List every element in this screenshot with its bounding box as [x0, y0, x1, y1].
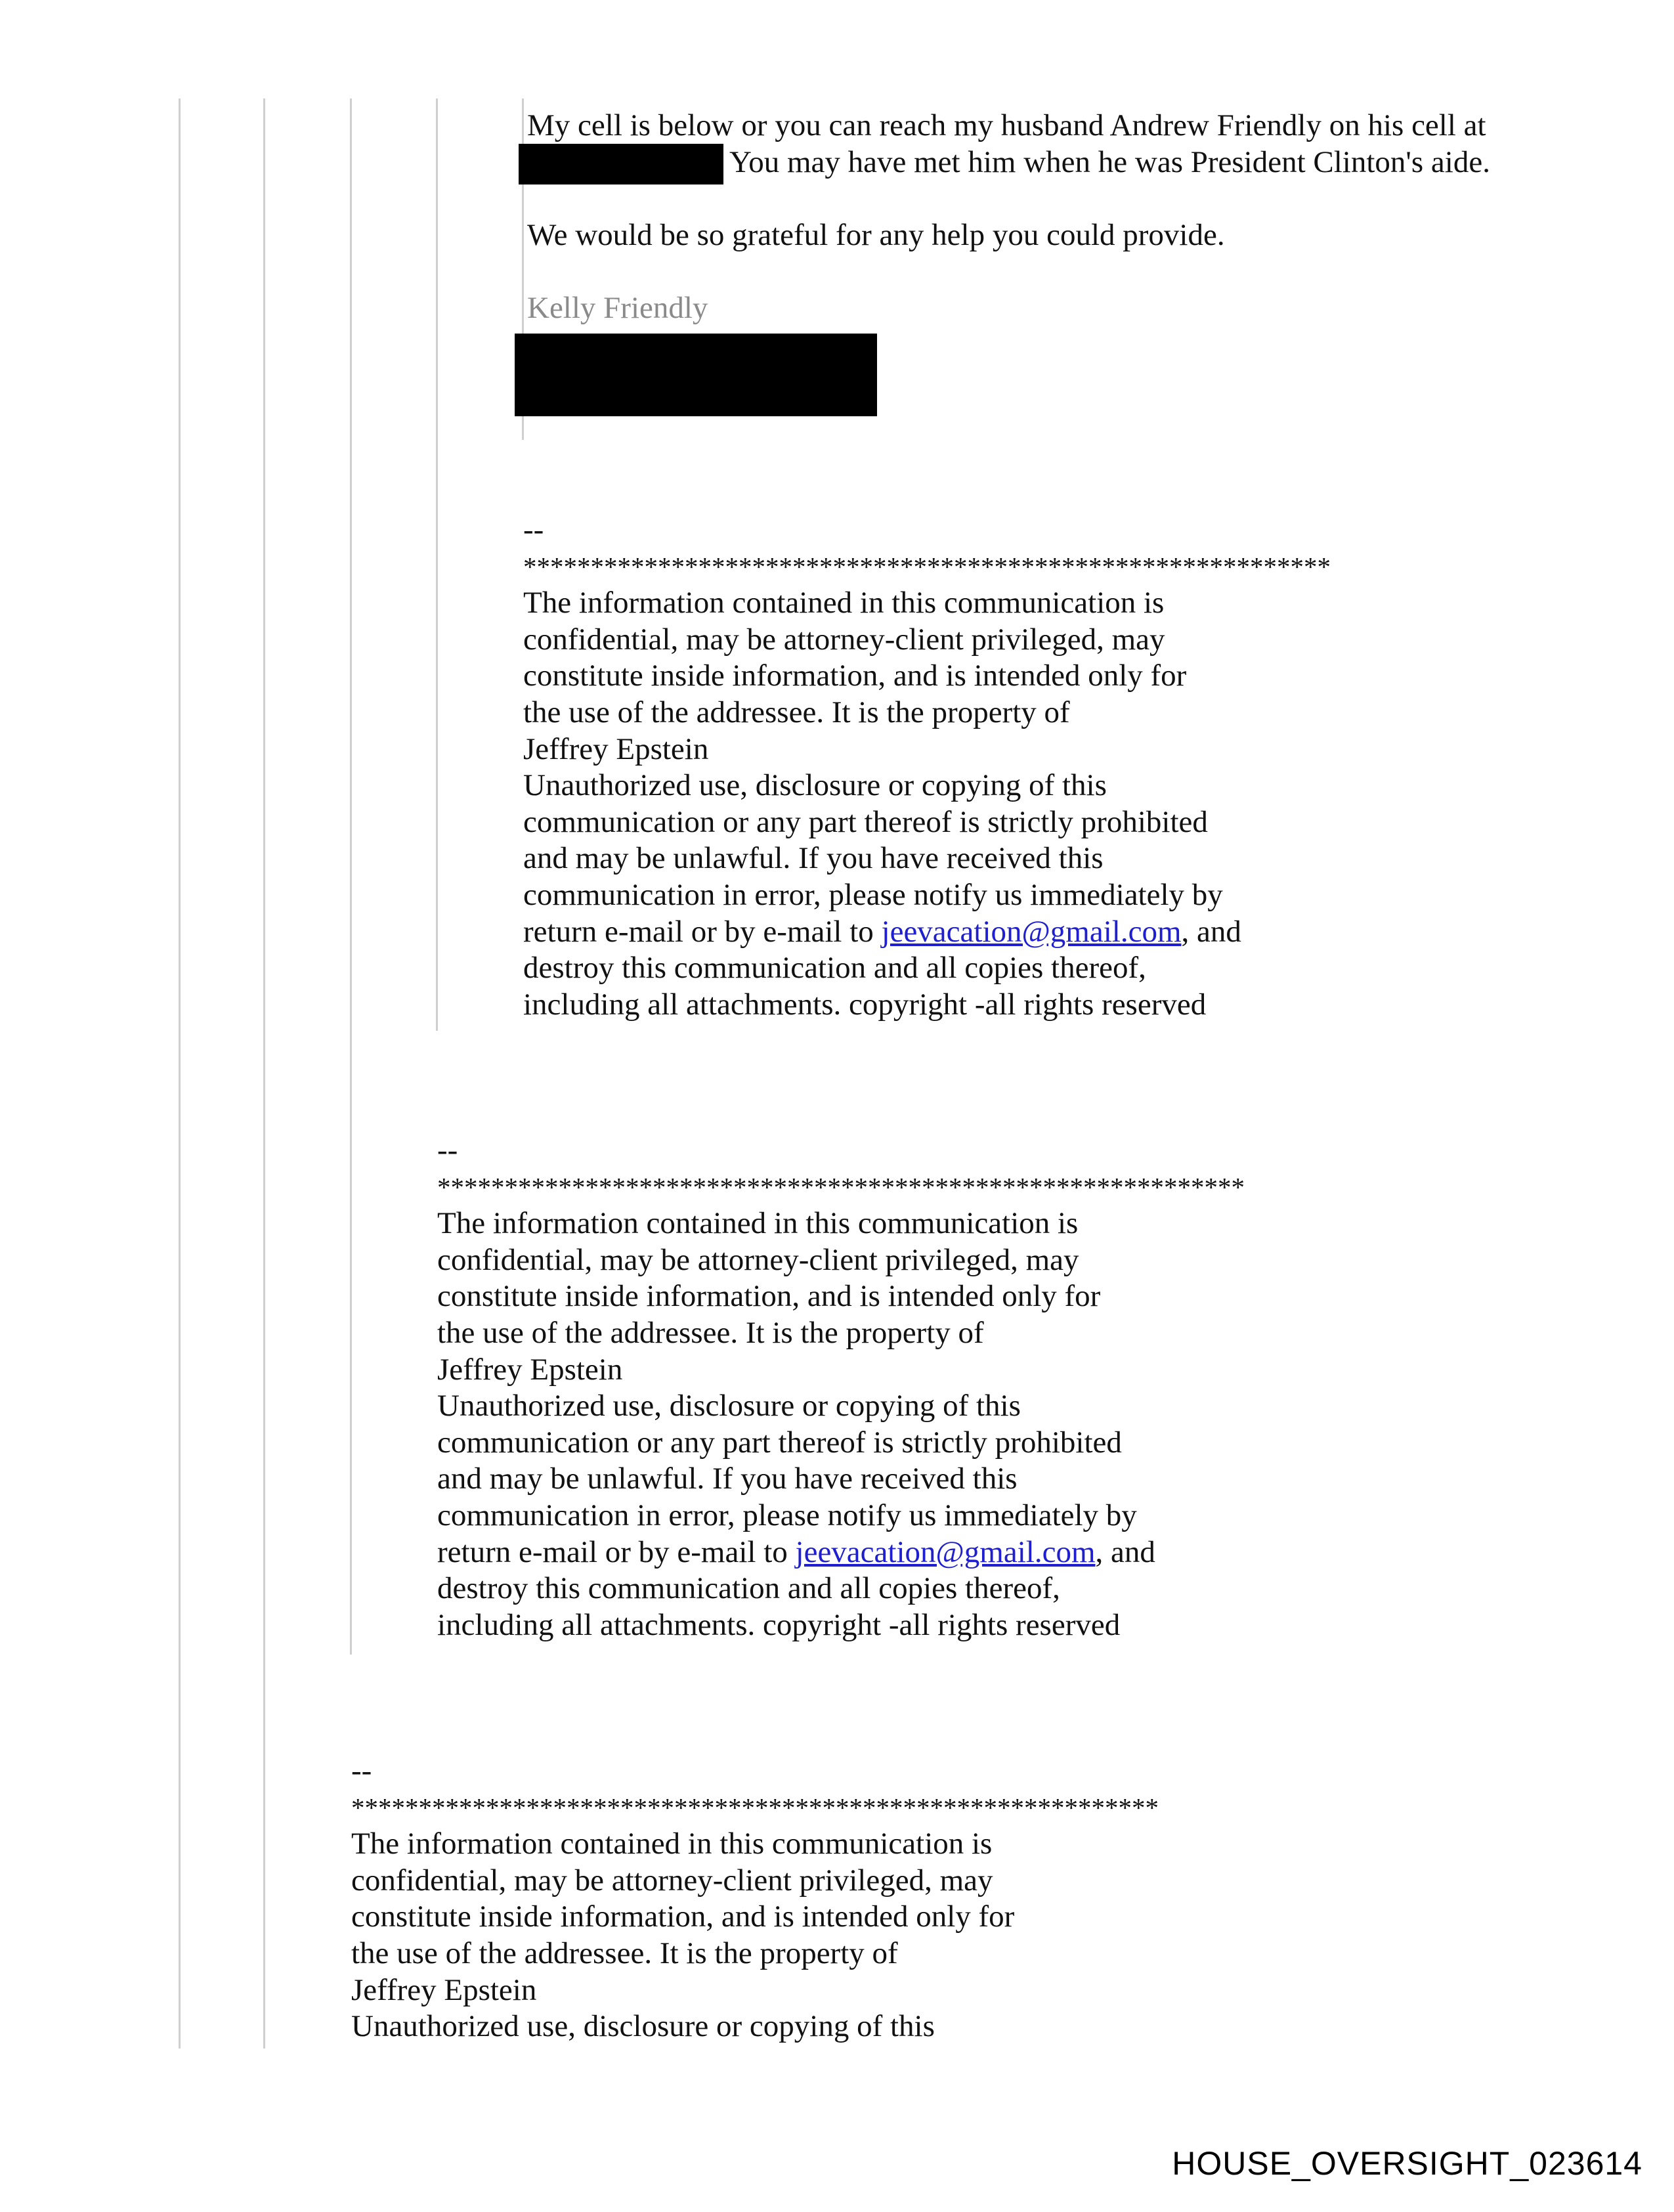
- disclaimer-return-line: return e-mail or by e-mail to jeevacation@gmail.com, and: [523, 914, 1241, 949]
- disclaimer-line: destroy this communication and all copies thereof,: [523, 951, 1146, 986]
- disclaimer-line: confidential, may be attorney-client privileged, may: [437, 1242, 1079, 1277]
- disclaimer-line: including all attachments. copyright -all rights reserved: [437, 1607, 1121, 1642]
- disclaimer-line: communication in error, please notify us immediately by: [523, 877, 1223, 912]
- document-id: HOUSE_OVERSIGHT_023614: [1172, 2145, 1642, 2182]
- message-gratitude: We would be so grateful for any help you could provide.: [527, 217, 1225, 252]
- disclaimer-line: and may be unlawful. If you have received this: [523, 841, 1104, 876]
- quoted-message-level-5: [527, 108, 1490, 327]
- email-link[interactable]: jeevacation@gmail.com: [795, 1534, 1096, 1569]
- disclaimer-line: Unauthorized use, disclosure or copying of this: [523, 768, 1107, 803]
- disclaimer-line: constitute inside information, and is intended only for: [523, 659, 1187, 693]
- disclaimer-line: The information contained in this communication is: [351, 1827, 993, 1861]
- email-link[interactable]: jeevacation@gmail.com: [881, 914, 1182, 949]
- disclaimer-line: the use of the addressee. It is the property of: [437, 1315, 984, 1350]
- message-line-1: My cell is below or you can reach my husband Andrew Friendly on his cell at: [527, 108, 1486, 142]
- redacted-signature-block: [515, 334, 877, 416]
- separator-stars: ************************************************************: [523, 551, 1331, 582]
- disclaimer-line: communication or any part thereof is strictly prohibited: [523, 804, 1208, 839]
- disclaimer-line: Jeffrey Epstein: [351, 1972, 537, 2007]
- confidentiality-disclaimer-3: [351, 1753, 1159, 2045]
- disclaimer-line: Jeffrey Epstein: [437, 1352, 623, 1387]
- separator-dash: --: [351, 1754, 372, 1788]
- disclaimer-line: and may be unlawful. If you have received this: [437, 1462, 1018, 1496]
- disclaimer-line: Unauthorized use, disclosure or copying of this: [351, 2009, 935, 2044]
- separator-stars: ************************************************************: [437, 1171, 1245, 1202]
- separator-stars: ************************************************************: [351, 1792, 1159, 1823]
- disclaimer-line: communication or any part thereof is strictly prohibited: [437, 1425, 1122, 1460]
- disclaimer-return-line: return e-mail or by e-mail to jeevacation@gmail.com, and: [437, 1534, 1155, 1569]
- disclaimer-line: confidential, may be attorney-client privileged, may: [351, 1863, 993, 1898]
- disclaimer-line: including all attachments. copyright -all rights reserved: [523, 987, 1207, 1022]
- quote-bar-level-3: [350, 98, 352, 1655]
- signature-name: Kelly Friendly: [527, 290, 708, 325]
- disclaimer-line: constitute inside information, and is intended only for: [437, 1279, 1101, 1314]
- quote-bar-level-2: [263, 98, 265, 2049]
- disclaimer-line: communication in error, please notify us immediately by: [437, 1498, 1137, 1532]
- disclaimer-line: The information contained in this communication is: [523, 586, 1165, 620]
- disclaimer-line: The information contained in this communication is: [437, 1206, 1079, 1241]
- disclaimer-line: Unauthorized use, disclosure or copying of this: [437, 1389, 1021, 1423]
- confidentiality-disclaimer-2: [437, 1133, 1245, 1643]
- disclaimer-line: constitute inside information, and is intended only for: [351, 1899, 1015, 1934]
- redacted-phone-number: [519, 144, 723, 184]
- separator-dash: --: [523, 513, 544, 547]
- disclaimer-line: Jeffrey Epstein: [523, 731, 709, 766]
- quote-bar-level-4: [436, 98, 438, 1031]
- disclaimer-line: the use of the addressee. It is the property of: [523, 695, 1070, 729]
- message-line-2: You may have met him when he was President Clinton's aide.: [729, 144, 1490, 179]
- confidentiality-disclaimer-1: [523, 512, 1331, 1023]
- disclaimer-line: the use of the addressee. It is the property of: [351, 1936, 898, 1970]
- quote-bar-level-1: [179, 98, 181, 2049]
- disclaimer-line: confidential, may be attorney-client privileged, may: [523, 622, 1165, 657]
- separator-dash: --: [437, 1133, 458, 1167]
- disclaimer-line: destroy this communication and all copies thereof,: [437, 1571, 1060, 1606]
